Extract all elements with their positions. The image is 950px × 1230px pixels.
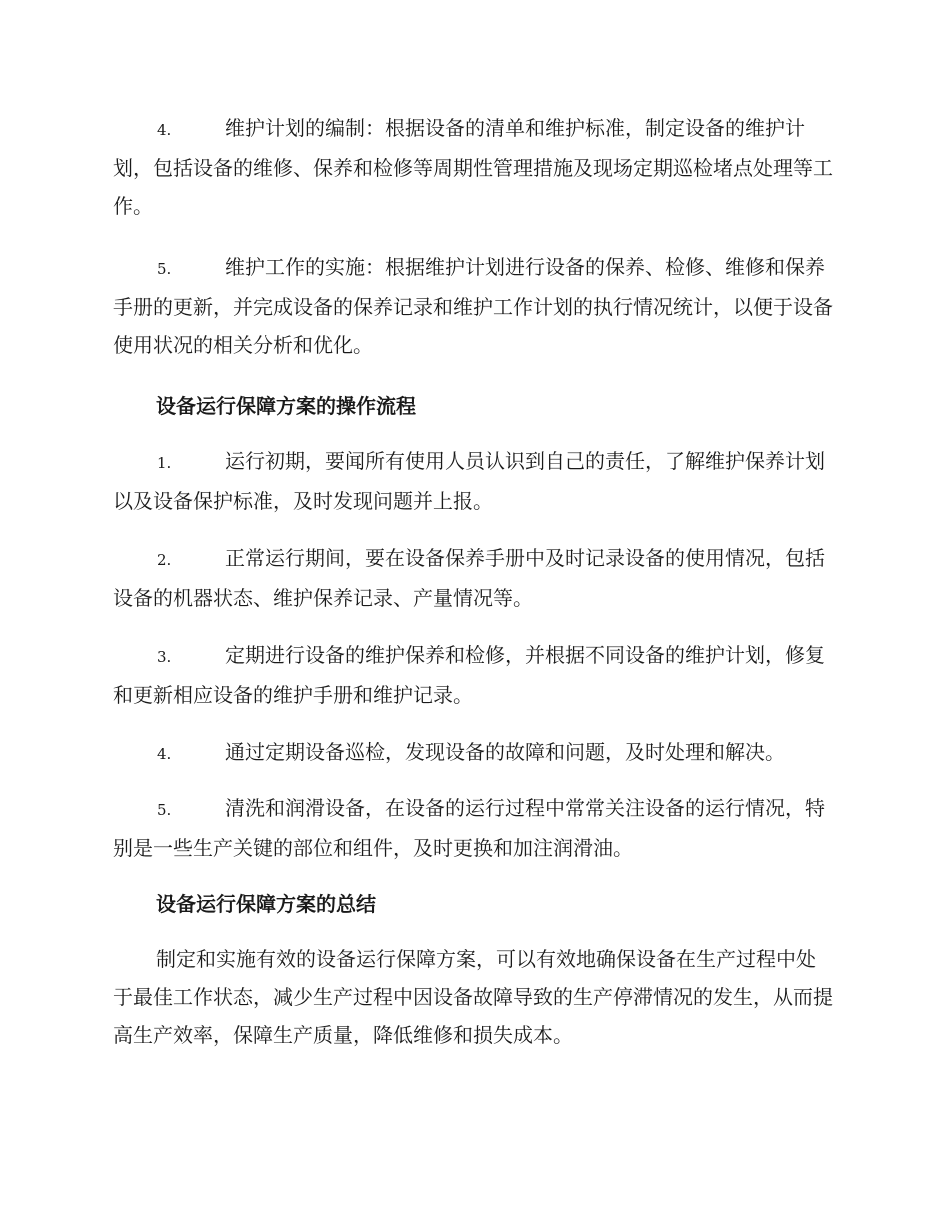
list-item-number: 4. [157, 745, 172, 763]
section-heading: 设备运行保障方案的操作流程 [156, 394, 416, 418]
list-item-number: 4. [157, 121, 172, 139]
list-item [113, 109, 833, 225]
list-item [113, 733, 833, 773]
list-item [113, 248, 833, 364]
list-item-text: 定期进行设备的维护保养和检修，并根据不同设备的维护计划，修复和更新相应设备的维护手册和维护记录。 [113, 643, 825, 707]
list-item-number: 3. [157, 648, 172, 666]
list-item-number: 5. [157, 801, 172, 819]
summary-paragraph: 制定和实施有效的设备运行保障方案，可以有效地确保设备在生产过程中处于最佳工作状态，减少生产过程中因设备故障导致的生产停滞情况的发生，从而提高生产效率，保障生产质量，降低维修和损失成本。 [113, 947, 833, 1047]
list-item-text: 清洗和润滑设备，在设备的运行过程中常常关注设备的运行情况，特别是一些生产关键的部位和组件，及时更换和加注润滑油。 [113, 796, 825, 860]
list-item [113, 636, 833, 714]
section-heading: 设备运行保障方案的总结 [156, 892, 376, 916]
list-item-number: 2. [157, 551, 172, 569]
list-item-text: 正常运行期间，要在设备保养手册中及时记录设备的使用情况，包括设备的机器状态、维护保养记录、产量情况等。 [113, 546, 825, 610]
list-item [113, 539, 833, 617]
list-item-text: 维护工作的实施：根据维护计划进行设备的保养、检修、维修和保养手册的更新，并完成设备的保养记录和维护工作计划的执行情况统计，以便于设备使用状况的相关分析和优化。 [113, 255, 833, 357]
list-item-text: 通过定期设备巡检，发现设备的故障和问题，及时处理和解决。 [225, 740, 785, 764]
list-item [113, 789, 833, 867]
list-item-text: 维护计划的编制：根据设备的清单和维护标准，制定设备的维护计划，包括设备的维修、保养和检修等周期性管理措施及现场定期巡检堵点处理等工作。 [113, 116, 833, 218]
list-item-number: 1. [157, 454, 172, 472]
list-item-text: 运行初期，要闻所有使用人员认识到自己的责任，了解维护保养计划以及设备保护标准，及时发现问题并上报。 [113, 449, 825, 513]
list-item [113, 442, 833, 520]
list-item-number: 5. [157, 260, 172, 278]
